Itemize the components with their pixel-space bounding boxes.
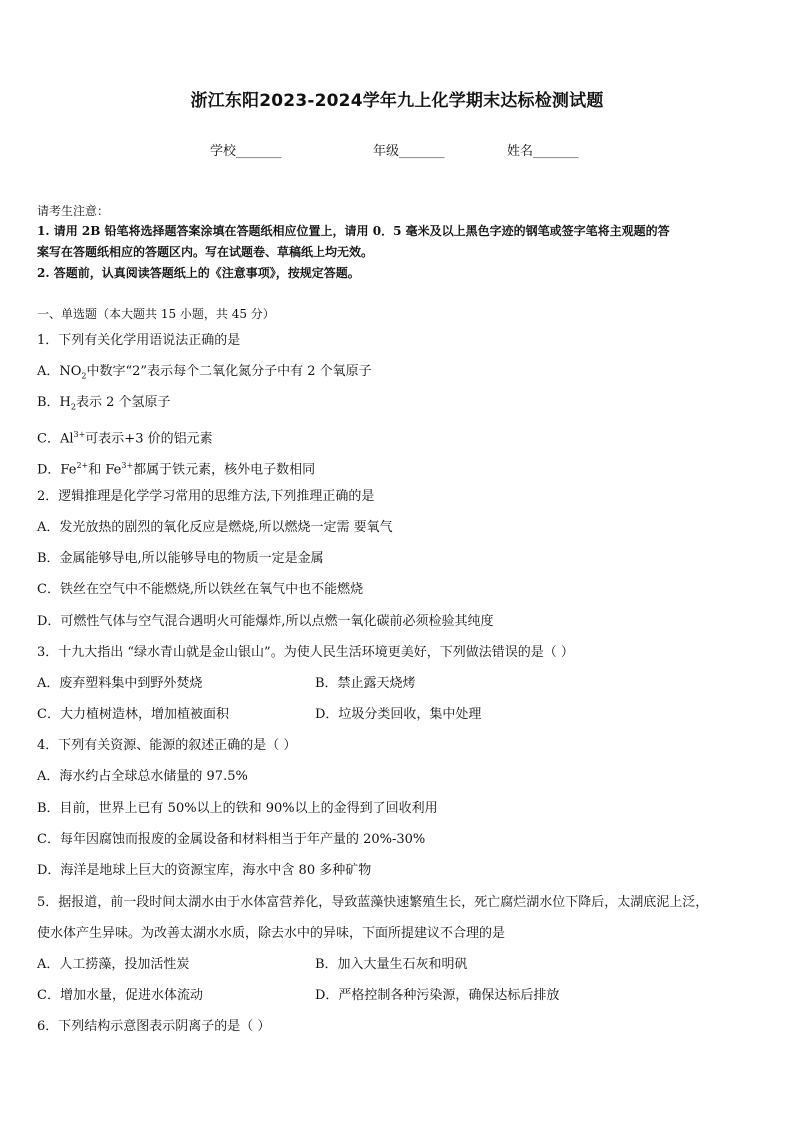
question-3-options-row-1 [37, 675, 757, 693]
superscript: 3+ [73, 430, 86, 439]
school-field: 学校_______ [210, 144, 282, 159]
question-5-option-b: B．加入大量生石灰和明矾 [315, 957, 468, 972]
option-c-text: 可表示+3 价的铝元素 [85, 431, 213, 447]
question-3-option-d: D．垃圾分类回收，集中处理 [315, 707, 482, 722]
question-1-option-c [37, 426, 757, 448]
option-d-mid: 和 Fe [88, 462, 122, 478]
question-5-stem-line-2: 使水体产生异味。为改善太湖水水质，除去水中的异味，下面所提建议不合理的是 [37, 926, 506, 941]
question-5-stem-line-1: 5．据报道，前一段时间太湖水由于水体富营养化，导致蓝藻快速繁殖生长，死亡腐烂湖水位下降后，太湖底泥上泛， [37, 895, 709, 910]
question-1-option-a [37, 363, 757, 386]
student-info-row [0, 140, 794, 160]
option-c-prefix: C．Al [37, 431, 74, 447]
section-heading: 一、单选题（本大题共 15 小题，共 45 分） [37, 307, 275, 321]
question-5-options-row-1 [37, 956, 757, 974]
question-2-option-c: C．铁丝在空气中不能燃烧,所以铁丝在氧气中也不能燃烧 [37, 582, 364, 597]
notice-item-2: 2. 答题前，认真阅读答题纸上的《注意事项》，按规定答题。 [37, 266, 360, 280]
question-4-option-b: B．目前，世界上已有 50%以上的铁和 90%以上的金得到了回收利用 [37, 801, 438, 816]
question-3-option-c: C．大力植树造林，增加植被面积 [37, 707, 229, 722]
question-4-option-a: A．海水约占全球总水储量的 97.5% [37, 769, 248, 784]
name-field: 姓名_______ [507, 144, 579, 159]
notice-heading: 请考生注意： [37, 204, 110, 218]
option-b-prefix: B．H [37, 395, 71, 410]
grade-field: 年级_______ [373, 144, 445, 159]
question-2-option-b: B．金属能够导电,所以能够导电的物质一定是金属 [37, 551, 324, 566]
question-5-option-c: C．增加水量，促进水体流动 [37, 988, 203, 1003]
option-a-text: 中数字“2”表示每个二氧化氮分子中有 2 个氧原子 [86, 364, 372, 379]
question-1-option-b [37, 394, 757, 417]
superscript: 3+ [121, 461, 134, 470]
question-2-stem: 2．逻辑推理是化学学习常用的思维方法,下列推理正确的是 [37, 489, 375, 504]
question-2-option-d: D．可燃性气体与空气混合遇明火可能爆炸,所以点燃一氧化碳前必须检验其纯度 [37, 614, 494, 629]
option-d-prefix: D．Fe [37, 462, 77, 478]
question-4-option-d: D．海洋是地球上巨大的资源宝库，海水中含 80 多种矿物 [37, 863, 372, 878]
question-2-option-a: A．发光放热的剧烈的氧化反应是燃烧,所以燃烧一定需 要氧气 [37, 520, 393, 535]
notice-item-1-line-2: 案写在答题纸相应的答题区内。写在试题卷、草稿纸上均无效。 [37, 245, 374, 259]
superscript: 2+ [76, 461, 89, 470]
question-6-stem: 6．下列结构示意图表示阴离子的是（ ） [37, 1019, 271, 1034]
question-3-option-a: A．废弃塑料集中到野外焚烧 [37, 676, 203, 691]
question-4-stem: 4．下列有关资源、能源的叙述正确的是（ ） [37, 738, 297, 753]
question-5-options-row-2 [37, 987, 757, 1005]
question-3-stem: 3．十九大指出 “绿水青山就是金山银山”。为使人民生活环境更美好，下列做法错误的是（ ） [37, 645, 574, 660]
question-5-option-d: D．严格控制各种污染源，确保达标后排放 [315, 988, 560, 1003]
question-1-stem: 1．下列有关化学用语说法正确的是 [37, 333, 241, 348]
notice-item-1-line-1: 1. 请用 2B 铅笔将选择题答案涂填在答题纸相应位置上，请用 0．5 毫米及以上黑色字迹的钢笔或签字笔将主观题的答 [37, 224, 670, 238]
option-b-text: 表示 2 个氢原子 [75, 395, 171, 410]
option-a-prefix: A．NO [37, 364, 82, 379]
question-1-option-d [37, 457, 757, 479]
subscript: 2 [70, 402, 76, 412]
question-5-option-a: A．人工捞藻，投加活性炭 [37, 957, 190, 972]
subscript: 2 [81, 371, 87, 381]
option-d-text: 都属于铁元素，核外电子数相同 [133, 462, 316, 478]
page-title: 浙江东阳2023-2024学年九上化学期末达标检测试题 [190, 91, 604, 111]
question-3-options-row-2 [37, 706, 757, 724]
question-4-option-c: C．每年因腐蚀而报废的金属设备和材料相当于年产量的 20%-30% [37, 832, 426, 847]
question-3-option-b: B．禁止露天烧烤 [315, 676, 416, 691]
